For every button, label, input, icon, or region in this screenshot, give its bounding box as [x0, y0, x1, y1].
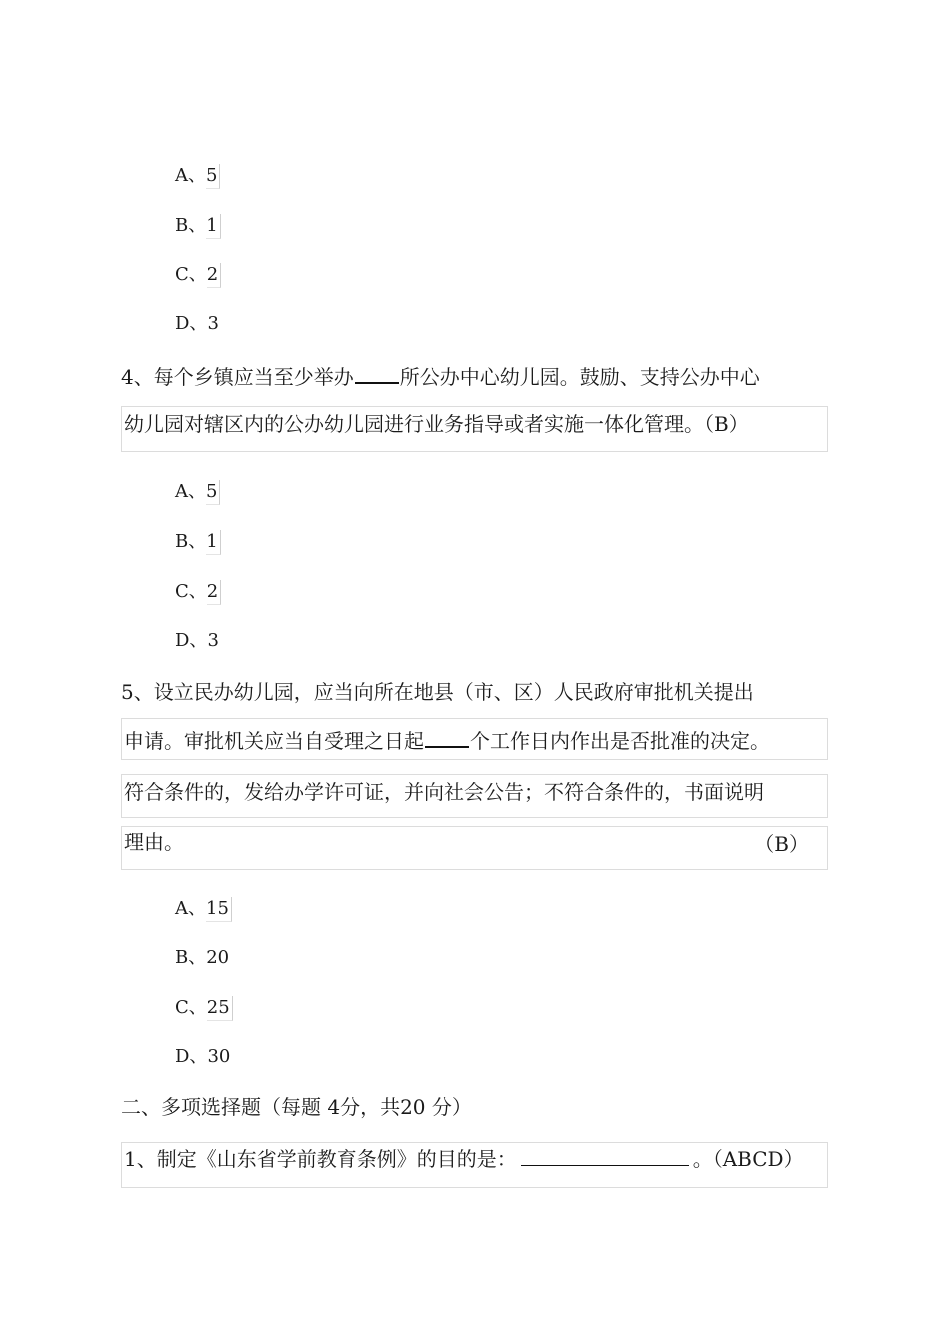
- q3-option-b: B、1: [175, 214, 221, 238]
- q4-stem-line-1: 4、每个乡镇应当至少举办 所公办中心幼儿园。鼓励、支持公办中心: [121, 360, 828, 390]
- q5-stem-line-2: 申请。审批机关应当自受理之日起 个工作日内作出是否批准的决定。: [121, 718, 828, 760]
- q5-answer: （B）: [754, 832, 809, 856]
- section2-q1-stem: 1、制定《山东省学前教育条例》的目的是： 。（ABCD）: [121, 1142, 828, 1188]
- section2-q1-blank: [521, 1143, 689, 1166]
- q4-option-c: C、2: [175, 580, 221, 604]
- q5-option-c: C、25: [175, 996, 233, 1020]
- q5-stem-line-1: 5、设立民办幼儿园，应当向所在地县（市、区）人民政府审批机关提出: [121, 680, 754, 704]
- q4-option-d: D、3: [175, 630, 219, 651]
- q5-stem-line-4: 理由。 （B）: [121, 826, 828, 870]
- q4-stem-line-2: 幼儿园对辖区内的公办幼儿园进行业务指导或者实施一体化管理。（B）: [121, 406, 828, 452]
- q4-blank: [355, 360, 399, 384]
- q4-option-a: A、5: [175, 480, 220, 504]
- q5-stem-line-3: 符合条件的，发给办学许可证，并向社会公告；不符合条件的，书面说明: [121, 774, 828, 818]
- q5-blank: [425, 724, 469, 748]
- section-2-heading: 二、多项选择题（每题 4分，共20 分）: [121, 1095, 472, 1119]
- q4-option-b: B、1: [175, 530, 221, 554]
- q3-option-c: C、2: [175, 263, 221, 287]
- q5-option-b: B、20: [175, 947, 230, 968]
- q3-option-d: D、3: [175, 313, 219, 334]
- q5-option-a: A、15: [175, 897, 232, 921]
- q5-option-d: D、30: [175, 1046, 231, 1067]
- q3-option-a: A、5: [175, 164, 220, 188]
